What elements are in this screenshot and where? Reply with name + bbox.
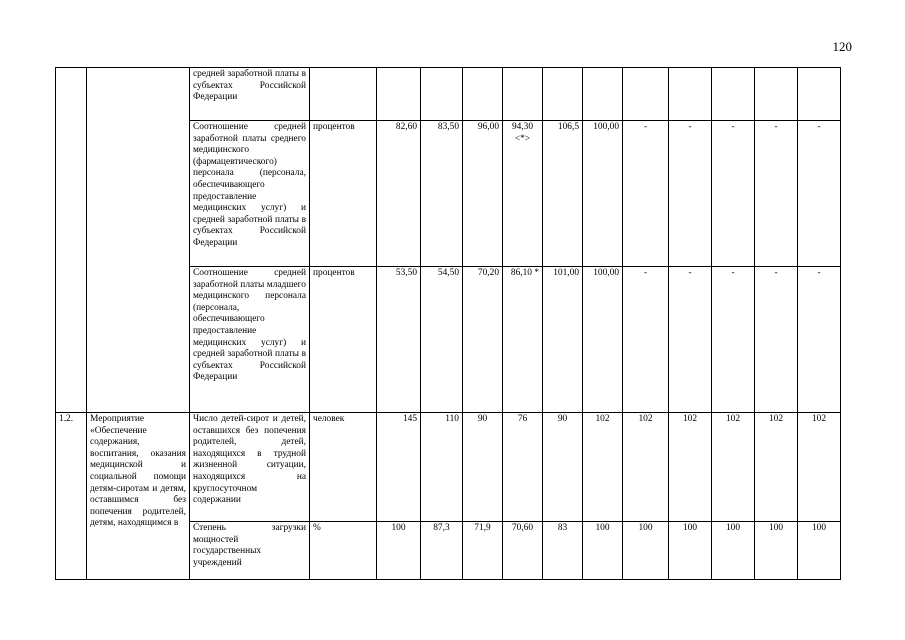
value-cell: 87,3 (421, 522, 463, 580)
indicator-cell: средней заработной платы в субъектах Российской Федерации (190, 68, 310, 121)
value-cell: 100,00 (583, 121, 623, 267)
value-cell: 106,5 (543, 121, 583, 267)
value-cell: 76 (503, 413, 543, 522)
value-cell: - (798, 267, 841, 413)
value-cell: 102 (755, 413, 798, 522)
value-cell: 102 (798, 413, 841, 522)
value-cell: - (755, 121, 798, 267)
unit-cell: человек (310, 413, 377, 522)
value-cell: 102 (669, 413, 712, 522)
event-name: Мероприятие «Обеспечение содержания, воспитания, оказания медицинской и социальной помощи детям-сиротам и детям, оставшимся без попечения родителей, детям, находящимся в (87, 413, 190, 580)
value-cell: 96,00 (463, 121, 503, 267)
value-cell: - (798, 121, 841, 267)
value-cell: 100,00 (583, 267, 623, 413)
value-cell: 70,60 (503, 522, 543, 580)
value-cell: 145 (377, 413, 421, 522)
value-cell: 70,20 (463, 267, 503, 413)
value-cell: 102 (712, 413, 755, 522)
indicator-cell: Число детей-сирот и детей, оставшихся без попечения родителей, детей, находящихся в трудной жизненной ситуации, находящихся на круглосуточном содержании (190, 413, 310, 522)
value-cell: 54,50 (421, 267, 463, 413)
value-cell: 86,10 * (503, 267, 543, 413)
unit-cell: процентов (310, 121, 377, 267)
value-cell: 90 (463, 413, 503, 522)
value-cell: 100 (669, 522, 712, 580)
value-cell: - (669, 121, 712, 267)
value-cell: 100 (712, 522, 755, 580)
value-cell: 102 (583, 413, 623, 522)
value-cell: 83 (543, 522, 583, 580)
page-number: 120 (832, 39, 852, 54)
value-cell: - (755, 267, 798, 413)
cell-event-empty (87, 68, 190, 413)
table-row (56, 413, 841, 522)
value-cell: 101,00 (543, 267, 583, 413)
value-cell: 100 (583, 522, 623, 580)
value-cell: 82,60 (377, 121, 421, 267)
unit-cell: % (310, 522, 377, 580)
value-cell: 83,50 (421, 121, 463, 267)
value-cell: - (712, 121, 755, 267)
indicator-cell: Соотношение средней заработной платы среднего медицинского (фармацевтического) персонала (персонала, обеспечивающего предоставление медицинских услуг) и средней заработной платы в субъектах Российской Федерации (190, 121, 310, 267)
value-cell: 90 (543, 413, 583, 522)
value-cell: 100 (755, 522, 798, 580)
cell-number: 1.2. (56, 413, 87, 580)
value-cell: 100 (798, 522, 841, 580)
indicator-cell: Степень загрузки мощностей государственных учреждений (190, 522, 310, 580)
cell-number-empty (56, 68, 87, 413)
value-cell: 71,9 (463, 522, 503, 580)
indicator-table (55, 67, 841, 580)
value-cell: - (712, 267, 755, 413)
unit-cell (310, 68, 377, 121)
value-cell: 102 (623, 413, 669, 522)
value-cell: 110 (421, 413, 463, 522)
value-cell: 100 (623, 522, 669, 580)
unit-cell: процентов (310, 267, 377, 413)
table-row (56, 68, 841, 121)
value-cell: - (623, 267, 669, 413)
value-cell: - (669, 267, 712, 413)
value-cell: 53,50 (377, 267, 421, 413)
indicator-cell: Соотношение средней заработной платы младшего медицинского персонала (персонала, обеспечивающего предоставление медицинских услуг) и средней заработной платы в субъектах Российской Федерации (190, 267, 310, 413)
value-cell: 100 (377, 522, 421, 580)
value-cell: 94,30 <*> (503, 121, 543, 267)
value-cell: - (623, 121, 669, 267)
